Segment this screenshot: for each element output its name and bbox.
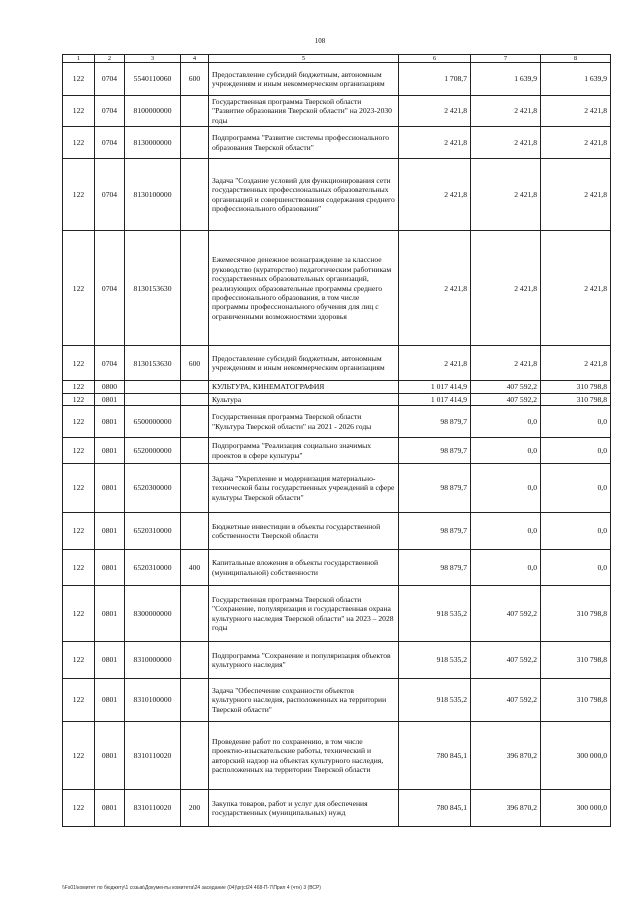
item-name-cell: Государственная программа Тверской области "Развитие образования Тверской области" на 2023-2030 годы: [209, 96, 399, 127]
table-row: [63, 381, 611, 393]
item-name-cell: Предоставление субсидий бюджетным, автономным учреждениям и иным некоммерческим организациям: [209, 346, 399, 381]
section-code-cell: 0801: [95, 790, 125, 827]
expense-type-cell: [181, 96, 209, 127]
ministry-code-cell: 122: [63, 722, 95, 790]
item-name-cell: Капитальные вложения в объекты государственной (муниципальной) собственности: [209, 550, 399, 586]
item-name-cell: Предоставление субсидий бюджетным, автономным учреждениям и иным некоммерческим организациям: [209, 63, 399, 96]
section-code-cell: 0801: [95, 513, 125, 550]
amount-year1-cell: 780 845,1: [399, 722, 471, 790]
expense-type-cell: [181, 642, 209, 679]
amount-year2-cell: 2 421,8: [471, 231, 541, 346]
amount-year1-cell: 98 879,7: [399, 406, 471, 438]
expense-type-cell: 600: [181, 346, 209, 381]
amount-year1-cell: 2 421,8: [399, 159, 471, 231]
amount-year3-cell: 310 798,8: [541, 586, 611, 642]
table-row: [63, 513, 611, 550]
amount-year3-cell: 310 798,8: [541, 393, 611, 405]
column-number-row: [63, 55, 611, 63]
table-row: [63, 464, 611, 513]
target-article-cell: 8130100000: [125, 159, 181, 231]
target-article-cell: 6520310000: [125, 513, 181, 550]
ministry-code-cell: 122: [63, 406, 95, 438]
table-row: [63, 642, 611, 679]
amount-year3-cell: 0,0: [541, 550, 611, 586]
ministry-code-cell: 122: [63, 679, 95, 722]
column-number: 8: [541, 55, 611, 63]
amount-year1-cell: 2 421,8: [399, 346, 471, 381]
item-name-cell: Государственная программа Тверской области "Сохранение, популяризация и государственная охрана культурного наследия Тверской области" на 2023 – 2028 годы: [209, 586, 399, 642]
amount-year1-cell: 1 017 414,9: [399, 381, 471, 393]
target-article-cell: 6520310000: [125, 550, 181, 586]
target-article-cell: [125, 381, 181, 393]
table-row: [63, 393, 611, 405]
ministry-code-cell: 122: [63, 231, 95, 346]
item-name-cell: Проведение работ по сохранению, в том числе проектно-изыскательские работы, технический и авторский надзор на объектах культурного наследия, расположенных на территории Тверской области: [209, 722, 399, 790]
column-number: 4: [181, 55, 209, 63]
amount-year1-cell: 2 421,8: [399, 96, 471, 127]
target-article-cell: 6520000000: [125, 438, 181, 464]
section-code-cell: 0801: [95, 642, 125, 679]
section-code-cell: 0704: [95, 346, 125, 381]
amount-year1-cell: 2 421,8: [399, 127, 471, 159]
amount-year2-cell: 0,0: [471, 438, 541, 464]
ministry-code-cell: 122: [63, 159, 95, 231]
ministry-code-cell: 122: [63, 381, 95, 393]
amount-year3-cell: 0,0: [541, 438, 611, 464]
target-article-cell: 8310110020: [125, 790, 181, 827]
target-article-cell: 8100000000: [125, 96, 181, 127]
table-row: [63, 127, 611, 159]
expense-type-cell: [181, 722, 209, 790]
section-code-cell: 0801: [95, 679, 125, 722]
section-code-cell: 0800: [95, 381, 125, 393]
item-name-cell: Подпрограмма "Реализация социально значимых проектов в сфере культуры": [209, 438, 399, 464]
target-article-cell: 8310100000: [125, 679, 181, 722]
section-code-cell: 0704: [95, 231, 125, 346]
target-article-cell: 6500000000: [125, 406, 181, 438]
amount-year1-cell: 98 879,7: [399, 438, 471, 464]
section-code-cell: 0801: [95, 550, 125, 586]
item-name-cell: Культура: [209, 393, 399, 405]
expense-type-cell: [181, 406, 209, 438]
amount-year2-cell: 396 870,2: [471, 722, 541, 790]
expense-type-cell: [181, 127, 209, 159]
ministry-code-cell: 122: [63, 513, 95, 550]
column-number: 7: [471, 55, 541, 63]
table-row: [63, 96, 611, 127]
table-row: [63, 406, 611, 438]
item-name-cell: Государственная программа Тверской области "Культура Тверской области" на 2021 - 2026 годы: [209, 406, 399, 438]
amount-year3-cell: 2 421,8: [541, 231, 611, 346]
target-article-cell: 6520300000: [125, 464, 181, 513]
amount-year2-cell: 1 639,9: [471, 63, 541, 96]
item-name-cell: Подпрограмма "Сохранение и популяризация объектов культурного наследия": [209, 642, 399, 679]
amount-year1-cell: 98 879,7: [399, 464, 471, 513]
column-number: 5: [209, 55, 399, 63]
amount-year3-cell: 300 000,0: [541, 722, 611, 790]
table-row: [63, 63, 611, 96]
target-article-cell: 8130000000: [125, 127, 181, 159]
expense-type-cell: [181, 381, 209, 393]
table-row: [63, 722, 611, 790]
amount-year2-cell: 407 592,2: [471, 679, 541, 722]
target-article-cell: 8310000000: [125, 642, 181, 679]
expense-type-cell: 600: [181, 63, 209, 96]
table-row: [63, 231, 611, 346]
amount-year1-cell: 918 535,2: [399, 586, 471, 642]
amount-year1-cell: 918 535,2: [399, 679, 471, 722]
table-row: [63, 790, 611, 827]
table-row: [63, 159, 611, 231]
amount-year2-cell: 396 870,2: [471, 790, 541, 827]
amount-year3-cell: 310 798,8: [541, 642, 611, 679]
amount-year2-cell: 407 592,2: [471, 586, 541, 642]
amount-year3-cell: 2 421,8: [541, 127, 611, 159]
column-number: 2: [95, 55, 125, 63]
ministry-code-cell: 122: [63, 127, 95, 159]
item-name-cell: Ежемесячное денежное вознаграждение за классное руководство (кураторство) педагогическим работникам государственных образовательных организаций, реализующих образовательные программы среднего профессионального образования, в том числе программы профессионального обучения для лиц с ограниченными возможностями здоровья: [209, 231, 399, 346]
amount-year2-cell: 2 421,8: [471, 159, 541, 231]
item-name-cell: Задача "Создание условий для функционирования сети государственных профессиональных образовательных организаций и совершенствования содержания среднего профессионального образования": [209, 159, 399, 231]
amount-year2-cell: 0,0: [471, 513, 541, 550]
column-number: 1: [63, 55, 95, 63]
table-row: [63, 346, 611, 381]
ministry-code-cell: 122: [63, 96, 95, 127]
section-code-cell: 0704: [95, 159, 125, 231]
section-code-cell: 0801: [95, 406, 125, 438]
item-name-cell: Подпрограмма "Развитие системы профессионального образования Тверской области": [209, 127, 399, 159]
amount-year1-cell: 98 879,7: [399, 513, 471, 550]
ministry-code-cell: 122: [63, 642, 95, 679]
item-name-cell: Закупка товаров, работ и услуг для обеспечения государственных (муниципальных) нужд: [209, 790, 399, 827]
ministry-code-cell: 122: [63, 346, 95, 381]
amount-year2-cell: 2 421,8: [471, 96, 541, 127]
budget-table: [62, 54, 611, 827]
table-row: [63, 550, 611, 586]
column-number: 6: [399, 55, 471, 63]
section-code-cell: 0801: [95, 722, 125, 790]
target-article-cell: 8130153630: [125, 231, 181, 346]
amount-year3-cell: 310 798,8: [541, 679, 611, 722]
amount-year1-cell: 2 421,8: [399, 231, 471, 346]
expense-type-cell: [181, 586, 209, 642]
amount-year2-cell: 407 592,2: [471, 381, 541, 393]
amount-year2-cell: 407 592,2: [471, 393, 541, 405]
ministry-code-cell: 122: [63, 790, 95, 827]
amount-year3-cell: 310 798,8: [541, 381, 611, 393]
expense-type-cell: 200: [181, 790, 209, 827]
section-code-cell: 0704: [95, 96, 125, 127]
table-row: [63, 679, 611, 722]
amount-year3-cell: 300 000,0: [541, 790, 611, 827]
ministry-code-cell: 122: [63, 586, 95, 642]
section-code-cell: 0801: [95, 438, 125, 464]
amount-year1-cell: 1 017 414,9: [399, 393, 471, 405]
amount-year3-cell: 0,0: [541, 406, 611, 438]
expense-type-cell: [181, 438, 209, 464]
section-code-cell: 0801: [95, 393, 125, 405]
item-name-cell: Задача "Укрепление и модернизация материально-технической базы государственных учреждений в сфере культуры Тверской области": [209, 464, 399, 513]
expense-type-cell: [181, 159, 209, 231]
ministry-code-cell: 122: [63, 438, 95, 464]
item-name-cell: Бюджетные инвестиции в объекты государственной собственности Тверской области: [209, 513, 399, 550]
expense-type-cell: 400: [181, 550, 209, 586]
ministry-code-cell: 122: [63, 464, 95, 513]
ministry-code-cell: 122: [63, 63, 95, 96]
amount-year2-cell: 0,0: [471, 464, 541, 513]
amount-year1-cell: 918 535,2: [399, 642, 471, 679]
amount-year3-cell: 2 421,8: [541, 96, 611, 127]
expense-type-cell: [181, 393, 209, 405]
amount-year3-cell: 0,0: [541, 464, 611, 513]
amount-year1-cell: 1 708,7: [399, 63, 471, 96]
target-article-cell: 5540110060: [125, 63, 181, 96]
amount-year1-cell: 780 845,1: [399, 790, 471, 827]
section-code-cell: 0801: [95, 464, 125, 513]
item-name-cell: Задача "Обеспечение сохранности объектов культурного наследия, расположенных на территории Тверской области": [209, 679, 399, 722]
target-article-cell: 8300000000: [125, 586, 181, 642]
amount-year2-cell: 0,0: [471, 406, 541, 438]
ministry-code-cell: 122: [63, 393, 95, 405]
section-code-cell: 0801: [95, 586, 125, 642]
expense-type-cell: [181, 679, 209, 722]
amount-year3-cell: 2 421,8: [541, 159, 611, 231]
ministry-code-cell: 122: [63, 550, 95, 586]
amount-year3-cell: 2 421,8: [541, 346, 611, 381]
amount-year2-cell: 407 592,2: [471, 642, 541, 679]
amount-year3-cell: 1 639,9: [541, 63, 611, 96]
table-row: [63, 438, 611, 464]
amount-year1-cell: 98 879,7: [399, 550, 471, 586]
target-article-cell: 8130153630: [125, 346, 181, 381]
amount-year2-cell: 0,0: [471, 550, 541, 586]
target-article-cell: [125, 393, 181, 405]
section-code-cell: 0704: [95, 63, 125, 96]
target-article-cell: 8310110020: [125, 722, 181, 790]
table-row: [63, 586, 611, 642]
expense-type-cell: [181, 513, 209, 550]
section-code-cell: 0704: [95, 127, 125, 159]
column-number: 3: [125, 55, 181, 63]
amount-year2-cell: 2 421,8: [471, 346, 541, 381]
page-number: 108: [314, 37, 326, 45]
expense-type-cell: [181, 231, 209, 346]
expense-type-cell: [181, 464, 209, 513]
amount-year2-cell: 2 421,8: [471, 127, 541, 159]
amount-year3-cell: 0,0: [541, 513, 611, 550]
file-path-footer: \\Fs01\комитет по бюджету\1 созыв\Документы комитета\24 заседание (04)\prjct24 468-П-7\Прил 4 (чтн) 3 (ВСР): [62, 885, 321, 891]
item-name-cell: КУЛЬТУРА, КИНЕМАТОГРАФИЯ: [209, 381, 399, 393]
